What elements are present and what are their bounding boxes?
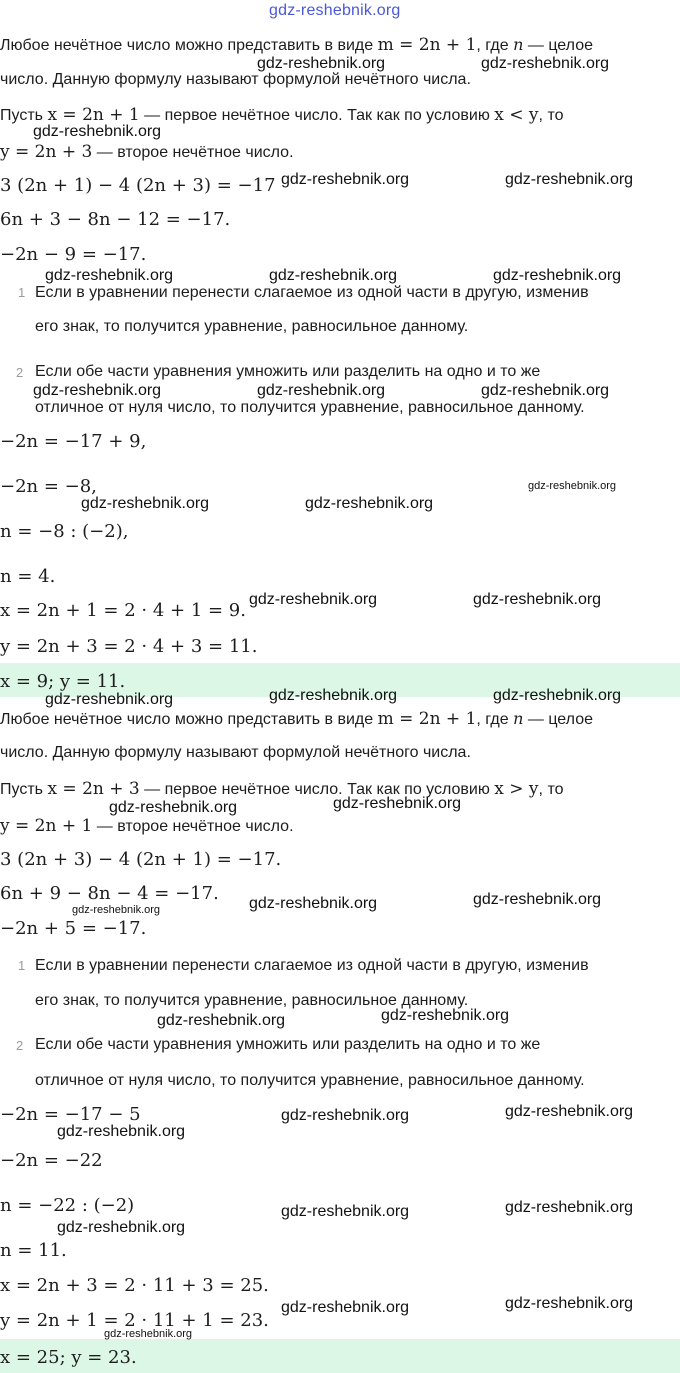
s2-equation-5: −2n = −22 (0, 1150, 103, 1171)
watermark: gdz-reshebnik.org (505, 1103, 634, 1120)
s1-second-line: y = 2n + 3 — второе нечётное число. (0, 142, 294, 162)
s2-intro-line2: число. Данную формулу называют формулой нечётного числа. (0, 744, 471, 761)
watermark: gdz-reshebnik.org (473, 891, 602, 908)
s2-equation-7: n = 11. (0, 1240, 67, 1261)
s2-equation-2: 6n + 9 − 8n − 4 = −17. (0, 883, 219, 904)
watermark: gdz-reshebnik.org (333, 795, 462, 812)
watermark: gdz-reshebnik.org (505, 1295, 634, 1312)
s2-rule2-line1: Если обе части уравнения умножить или разделить на одно и то же (35, 1036, 541, 1053)
watermark: gdz-reshebnik.org (257, 382, 386, 399)
watermark: gdz-reshebnik.org (493, 687, 622, 704)
s1-equation-6: n = −8 : (−2), (0, 521, 129, 542)
s2-equation-6: n = −22 : (−2) (0, 1195, 135, 1216)
watermark: gdz-reshebnik.org (473, 591, 602, 608)
s2-equation-9: y = 2n + 1 = 2 · 11 + 1 = 23. (0, 1310, 269, 1331)
s2-equation-1: 3 (2n + 3) − 4 (2n + 1) = −17. (0, 849, 282, 870)
s1-rule2-line2: отличное от нуля число, то получится уравнение, равносильное данному. (35, 399, 585, 416)
watermark: gdz-reshebnik.org (281, 1203, 410, 1220)
watermark: gdz-reshebnik.org (269, 267, 398, 284)
s1-let-line: Пусть x = 2n + 1 — первое нечётное число. Так как по условию x < y, то (0, 105, 564, 125)
s2-equation-8: x = 2n + 3 = 2 · 11 + 3 = 25. (0, 1275, 269, 1296)
s1-equation-3: −2n − 9 = −17. (0, 244, 147, 265)
watermark: gdz-reshebnik.org (281, 171, 410, 188)
watermark: gdz-reshebnik.org (281, 1107, 410, 1124)
watermark: gdz-reshebnik.org (381, 1007, 510, 1024)
s2-rule1-line2: его знак, то получится уравнение, равносильное данному. (35, 992, 469, 1009)
watermark: gdz-reshebnik.org (72, 904, 161, 916)
s2-equation-3: −2n + 5 = −17. (0, 918, 147, 939)
watermark: gdz-reshebnik.org (33, 123, 162, 140)
s1-equation-8: x = 2n + 1 = 2 · 4 + 1 = 9. (0, 600, 246, 621)
s2-second-line: y = 2n + 1 — второе нечётное число. (0, 816, 294, 836)
s1-equation-2: 6n + 3 − 8n − 12 = −17. (0, 209, 231, 230)
watermark: gdz-reshebnik.org (57, 1123, 186, 1140)
s2-answer: x = 25; y = 23. (0, 1347, 137, 1368)
s2-equation-4: −2n = −17 − 5 (0, 1104, 141, 1125)
s1-equation-1: 3 (2n + 1) − 4 (2n + 3) = −17 (0, 175, 276, 196)
watermark: gdz-reshebnik.org (481, 55, 610, 72)
watermark: gdz-reshebnik.org (305, 495, 434, 512)
watermark: gdz-reshebnik.org (45, 267, 174, 284)
s2-rule2-line2: отличное от нуля число, то получится уравнение, равносильное данному. (35, 1072, 585, 1089)
s1-rule1-line2: его знак, то получится уравнение, равносильное данному. (35, 318, 469, 335)
s1-rule2-number: 2 (16, 365, 24, 380)
s1-equation-7: n = 4. (0, 566, 56, 587)
watermark: gdz-reshebnik.org (249, 895, 378, 912)
s1-rule2-line1: Если обе части уравнения умножить или разделить на одно и то же (35, 363, 541, 380)
s2-rule1-line1: Если в уравнении перенести слагаемое из одной части в другую, изменив (35, 957, 589, 974)
s1-intro-formula: m = 2n + 1 (377, 35, 477, 55)
s1-intro-line2: число. Данную формулу называют формулой нечётного числа. (0, 71, 471, 88)
watermark: gdz-reshebnik.org (109, 799, 238, 816)
watermark: gdz-reshebnik.org (45, 691, 174, 708)
watermark: gdz-reshebnik.org (528, 480, 617, 492)
s1-equation-9: y = 2n + 3 = 2 · 4 + 3 = 11. (0, 636, 258, 657)
s2-intro-line1: Любое нечётное число можно представить в виде m = 2n + 1, где n — целое (0, 709, 593, 729)
s2-let-line: Пусть x = 2n + 3 — первое нечётное число. Так как по условию x > y, то (0, 779, 564, 799)
watermark: gdz-reshebnik.org (257, 55, 386, 72)
watermark: gdz-reshebnik.org (281, 1299, 410, 1316)
s2-rule2-number: 2 (16, 1038, 24, 1053)
s1-rule1-line1: Если в уравнении перенести слагаемое из одной части в другую, изменив (35, 284, 589, 301)
watermark: gdz-reshebnik.org (157, 1012, 286, 1029)
watermark: gdz-reshebnik.org (33, 382, 162, 399)
watermark: gdz-reshebnik.org (505, 171, 634, 188)
watermark: gdz-reshebnik.org (481, 382, 610, 399)
watermark: gdz-reshebnik.org (104, 1328, 193, 1340)
site-watermark-top: gdz-reshebnik.org (269, 2, 401, 19)
watermark: gdz-reshebnik.org (249, 591, 378, 608)
s1-rule1-number: 1 (18, 285, 26, 300)
s1-intro-line1: Любое нечётное число можно представить в виде m = 2n + 1, где n — целое (0, 35, 593, 55)
s1-equation-5: −2n = −8, (0, 476, 97, 497)
watermark: gdz-reshebnik.org (505, 1199, 634, 1216)
watermark: gdz-reshebnik.org (81, 495, 210, 512)
watermark: gdz-reshebnik.org (269, 687, 398, 704)
s2-rule1-number: 1 (18, 958, 26, 973)
watermark: gdz-reshebnik.org (493, 267, 622, 284)
s1-answer: x = 9; y = 11. (0, 671, 126, 692)
s1-equation-4: −2n = −17 + 9, (0, 431, 147, 452)
watermark: gdz-reshebnik.org (57, 1219, 186, 1236)
